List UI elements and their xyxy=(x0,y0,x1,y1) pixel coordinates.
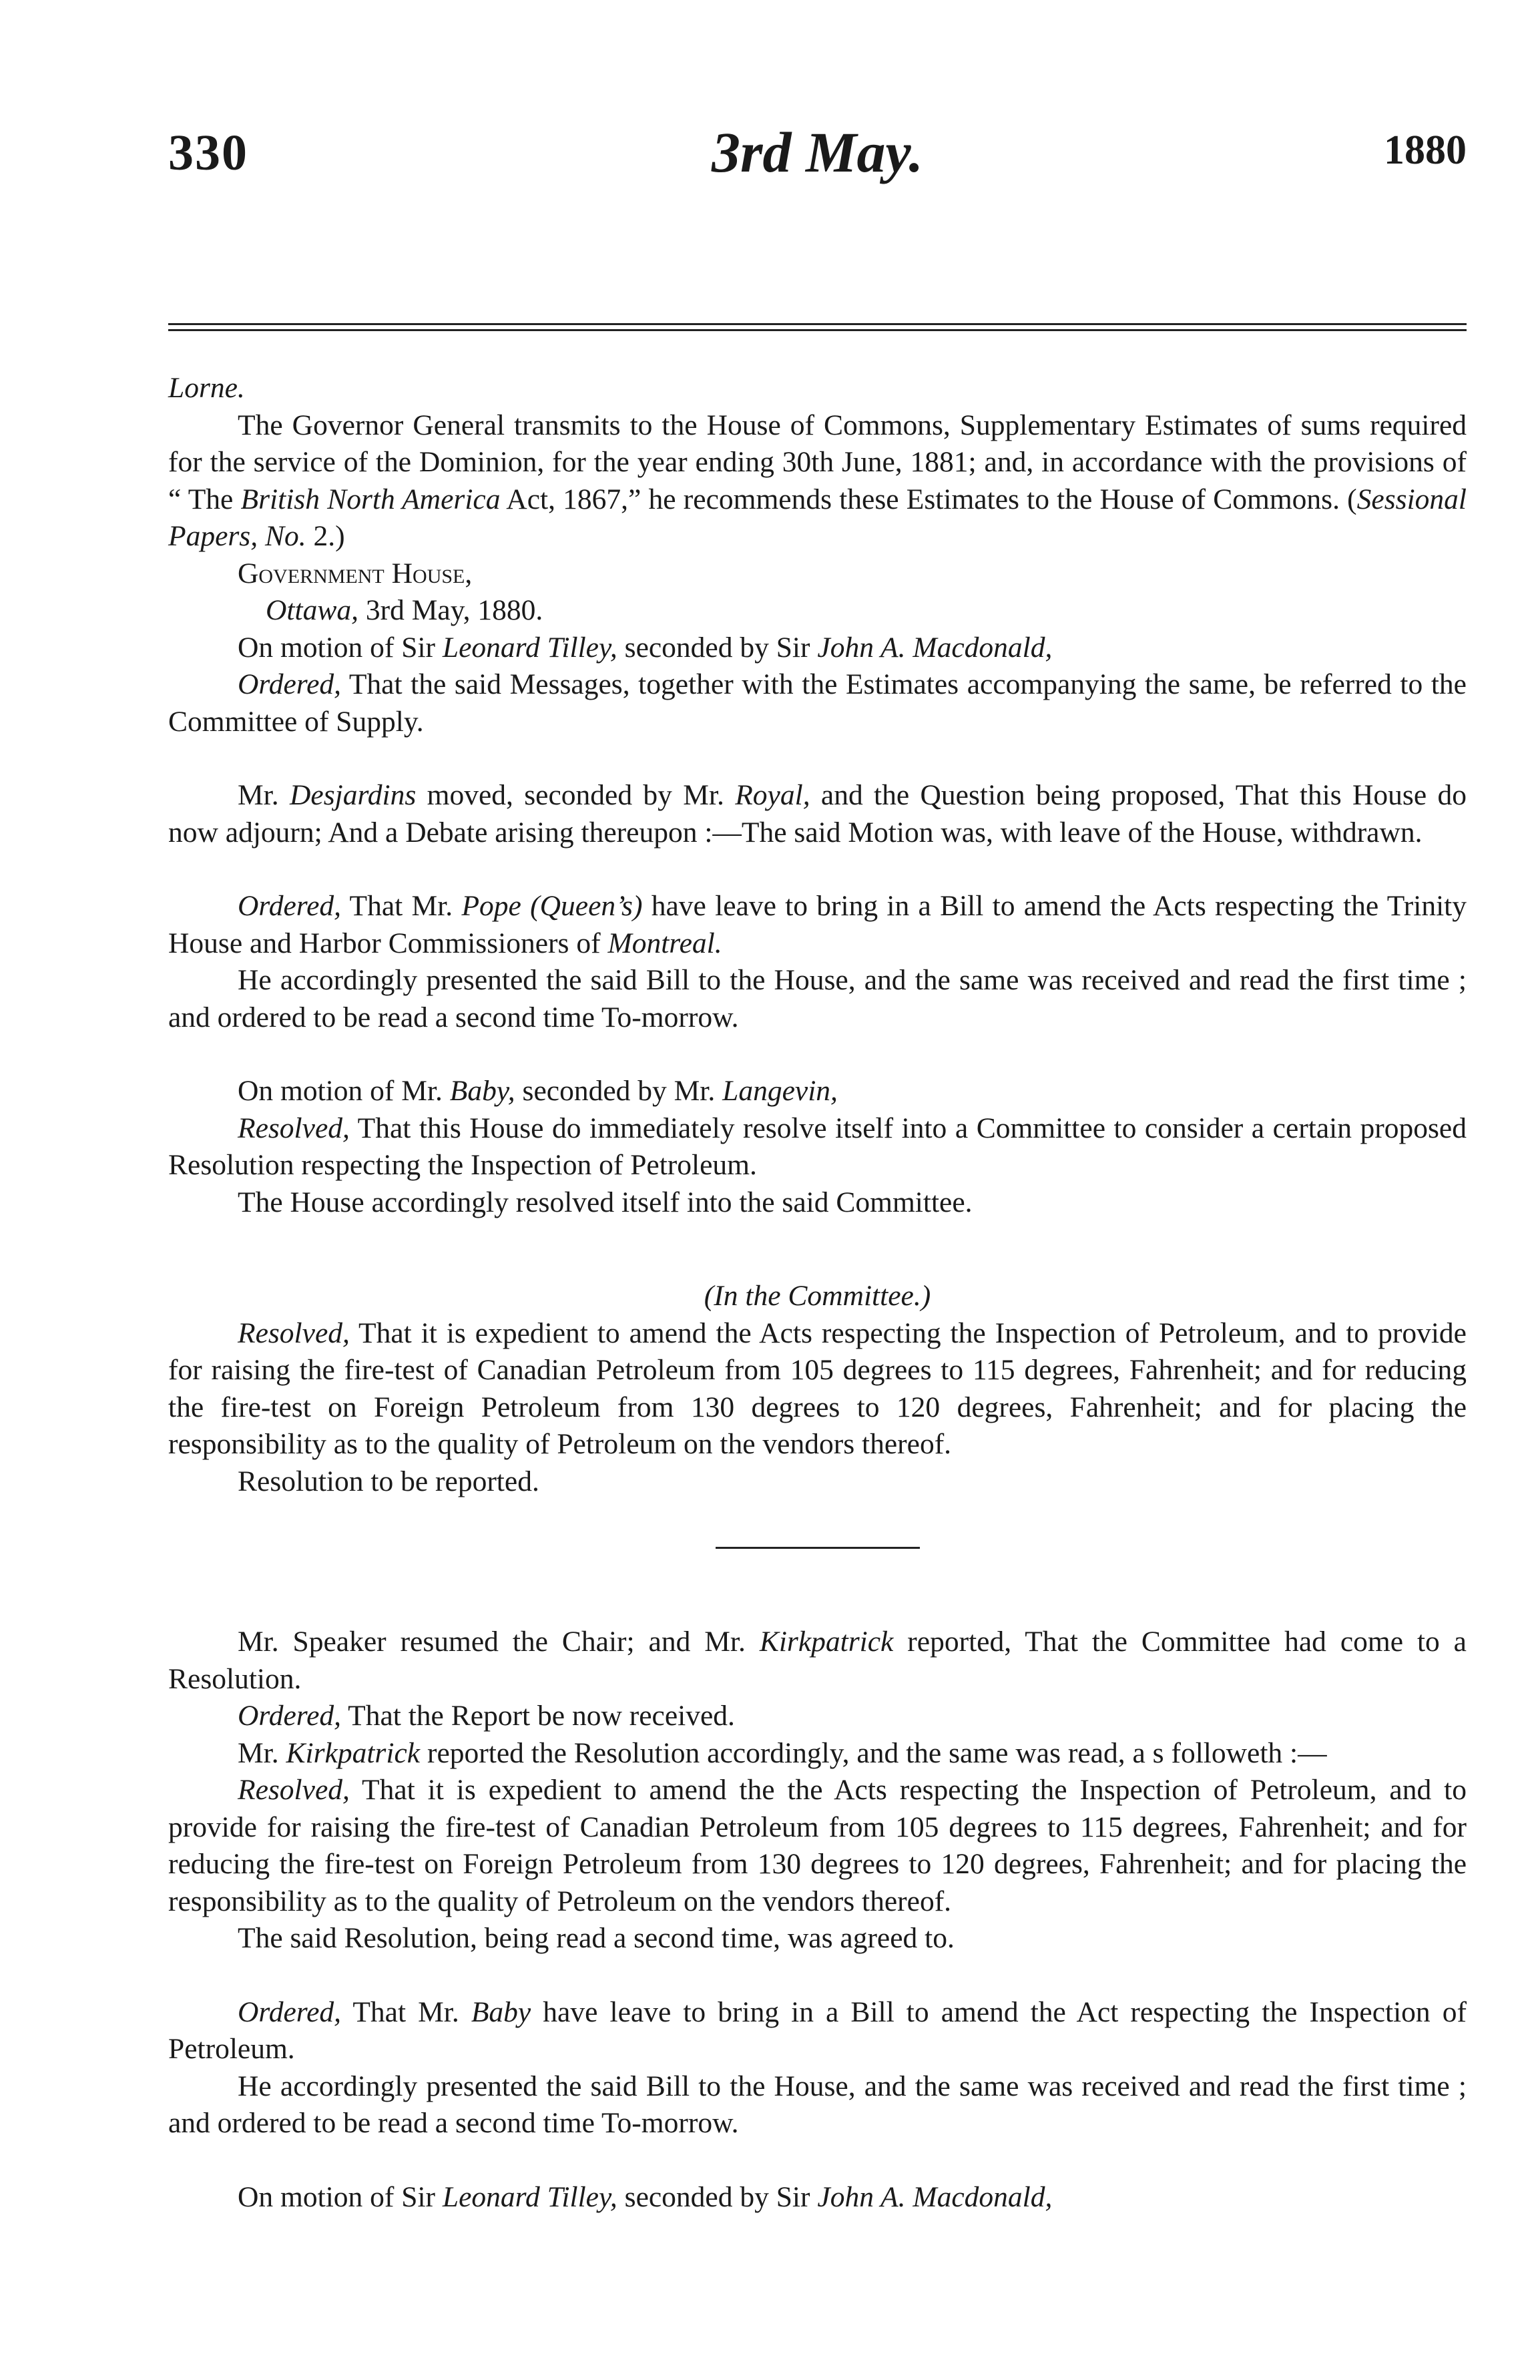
government-house-line: Government House, xyxy=(238,557,473,589)
ordered-report-paragraph: Ordered, That the Report be now received. xyxy=(238,1700,735,1732)
ordered-supply-paragraph: Ordered, That the said Messages, together with the Estimates accompanying the same, be referred to the Committee of Supply. xyxy=(168,668,1467,738)
speaker-resumed-paragraph: Mr. Speaker resumed the Chair; and Mr. Kirkpatrick reported, That the Committee had come to a Resolution. xyxy=(168,1626,1467,1695)
motion-baby-paragraph: On motion of Mr. Baby, seconded by Mr. Langevin, xyxy=(238,1075,838,1107)
ordered-baby-bill-paragraph: Ordered, That Mr. Baby have leave to bring in a Bill to amend the Act respecting the Inspection of Petroleum. xyxy=(168,1995,1467,2065)
section-divider xyxy=(716,1547,920,1549)
resolution-agreed-paragraph: The said Resolution, being read a second time, was agreed to. xyxy=(238,1922,955,1954)
header-double-rule xyxy=(168,323,1467,331)
signature-lorne: Lorne. xyxy=(168,372,245,404)
desjardins-motion-paragraph: Mr. Desjardins moved, seconded by Mr. Royal, and the Question being proposed, That this House do now adjourn; And a Debate arising thereupon :—The said Motion was, with leave of the House, withdrawn. xyxy=(168,779,1467,849)
house-resolved-paragraph: The House accordingly resolved itself into the said Committee. xyxy=(238,1186,973,1218)
page-header xyxy=(168,100,1467,187)
page-number: 330 xyxy=(168,125,248,181)
kirkpatrick-reported-paragraph: Mr. Kirkpatrick reported the Resolution accordingly, and the same was read, a s followeth :— xyxy=(238,1736,1327,1769)
baby-bill-presented-paragraph: He accordingly presented the said Bill to the House, and the same was received and read the first time ; and ordered to be read a second time To-morrow. xyxy=(168,2070,1467,2139)
ottawa-date-line: Ottawa, 3rd May, 1880. xyxy=(266,594,543,626)
page-date-heading: 3rd May. xyxy=(712,120,923,184)
resolution-reported-line: Resolution to be reported. xyxy=(238,1465,539,1497)
journal-body xyxy=(168,370,1467,2216)
page-year: 1880 xyxy=(1384,128,1467,173)
pope-bill-presented-paragraph: He accordingly presented the said Bill to the House, and the same was received and read the first time ; and ordered to be read a second time To-morrow. xyxy=(168,964,1467,1033)
motion-tilley-closing-paragraph: On motion of Sir Leonard Tilley, seconded by Sir John A. Macdonald, xyxy=(238,2180,1053,2213)
in-committee-heading: (In the Committee.) xyxy=(704,1280,931,1312)
committee-resolution-paragraph: Resolved, That it is expedient to amend the Acts respecting the Inspection of Petroleum, and to provide for raising the fire-test of Canadian Petroleum from 105 degrees to 115 degrees, Fahrenheit; and for reducing the fire-test on Foreign Petroleum from 130 degrees to 120 degrees, Fahrenheit; and for placing the responsibility as to the quality of Petroleum on the vendors thereof. xyxy=(168,1317,1467,1460)
journal-page xyxy=(168,100,1467,2216)
ordered-pope-bill-paragraph: Ordered, That Mr. Pope (Queen’s) have leave to bring in a Bill to amend the Acts respecting the Trinity House and Harbor Commissioners of Montreal. xyxy=(168,890,1467,959)
resolution-text-paragraph: Resolved, That it is expedient to amend the the Acts respecting the Inspection of Petroleum, and to provide for raising the fire-test of Canadian Petroleum from 105 degrees to 115 degrees, Fahrenheit; and for reducing the fire-test on Foreign Petroleum from 130 degrees to 120 degrees, Fahrenheit; and for placing the responsibility as to the quality of Petroleum on the vendors thereof. xyxy=(168,1774,1467,1917)
motion-tilley-paragraph: On motion of Sir Leonard Tilley, seconded by Sir John A. Macdonald, xyxy=(238,631,1053,664)
resolved-committee-paragraph: Resolved, That this House do immediately resolve itself into a Committee to consider a certain proposed Resolution respecting the Inspection of Petroleum. xyxy=(168,1112,1467,1181)
governor-message-paragraph: The Governor General transmits to the House of Commons, Supplementary Estimates of sums required for the service of the Dominion, for the year ending 30th June, 1881; and, in accordance with the provisions of “ The British North America Act, 1867,” he recommends these Estimates to the House of Commons. (Sessional Papers, No. 2.) xyxy=(168,409,1467,552)
